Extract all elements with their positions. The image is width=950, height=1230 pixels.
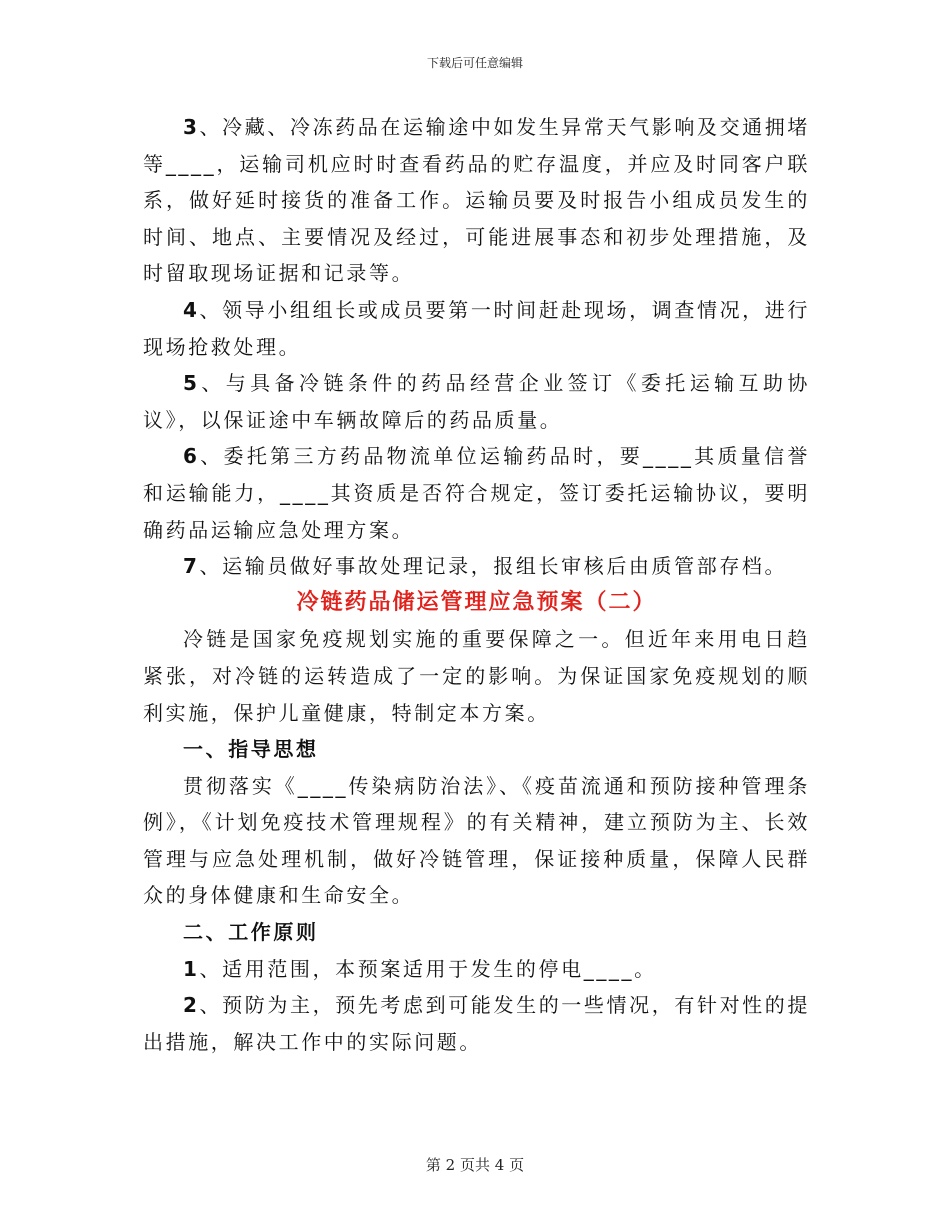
item-text: 、运输员做好事故处理记录，报组长审核后由质管部存档。 — [199, 554, 788, 579]
intro-paragraph: 冷链是国家免疫规划实施的重要保障之一。但近年来用电日趋紧张，对冷链的运转造成了一定的影响。为保证国家免疫规划的顺利实施，保护儿童健康，特制定本方案。 — [143, 627, 810, 725]
item-text: 、预防为主，预先考虑到可能发生的一些情况，有针对性的提出措施，解决工作中的实际问题。 — [143, 993, 810, 1054]
guide-paragraph: 贯彻落实《____传染病防治法》、《疫苗流通和预防接种管理条例》，《计划免疫技术管理规程》的有关精神，建立预防为主、长效管理与应急处理机制，做好冷链管理，保证接种质量，保障人民群众的身体健康和生命安全。 — [143, 773, 810, 908]
item-number: 3 — [183, 115, 200, 139]
item-text: 、委托第三方药品物流单位运输药品时，要____其质量信誉和运输能力，____其资质是否符合规定，签订委托运输协议，要明确药品运输应急处理方案。 — [143, 444, 810, 542]
item-text: 、领导小组组长或成员要第一时间赶赴现场，调查情况，进行现场抢救处理。 — [143, 297, 810, 359]
item-number: 5 — [183, 371, 200, 396]
heading-guiding-thought: 一、指导思想 — [183, 737, 319, 762]
item-number: 1 — [183, 956, 200, 981]
item-number: 4 — [183, 297, 200, 322]
page-header: 下载后可任意编辑 — [426, 56, 523, 70]
list-item — [143, 951, 810, 988]
item-number: 7 — [183, 554, 200, 579]
page-footer: 第 2 页共 4 页 — [425, 1156, 525, 1174]
list-item — [143, 438, 810, 548]
list-item — [143, 292, 810, 365]
item-text: 、与具备冷链条件的药品经营企业签订《委托运输互助协议》，以保证途中车辆故障后的药品质量。 — [143, 371, 810, 432]
section-title: 冷链药品储运管理应急预案（二） — [296, 589, 657, 615]
document-body — [143, 109, 810, 1060]
list-item — [143, 548, 810, 585]
item-text: 、适用范围，本预案适用于发生的停电____。 — [199, 956, 657, 981]
item-number: 6 — [183, 444, 200, 469]
list-item — [143, 365, 810, 438]
list-item — [143, 987, 810, 1060]
list-item — [143, 109, 810, 292]
item-number: 2 — [183, 993, 200, 1018]
item-text: 、冷藏、冷冻药品在运输途中如发生异常天气影响及交通拥堵等____，运输司机应时时查看药品的贮存温度，并应及时同客户联系，做好延时接货的准备工作。运输员要及时报告小组成员发生的时间、地点、主要情况及经过，可能进展事态和初步处理措施，及时留取现场证据和记录等。 — [143, 115, 810, 286]
heading-work-principles: 二、工作原则 — [183, 920, 319, 945]
